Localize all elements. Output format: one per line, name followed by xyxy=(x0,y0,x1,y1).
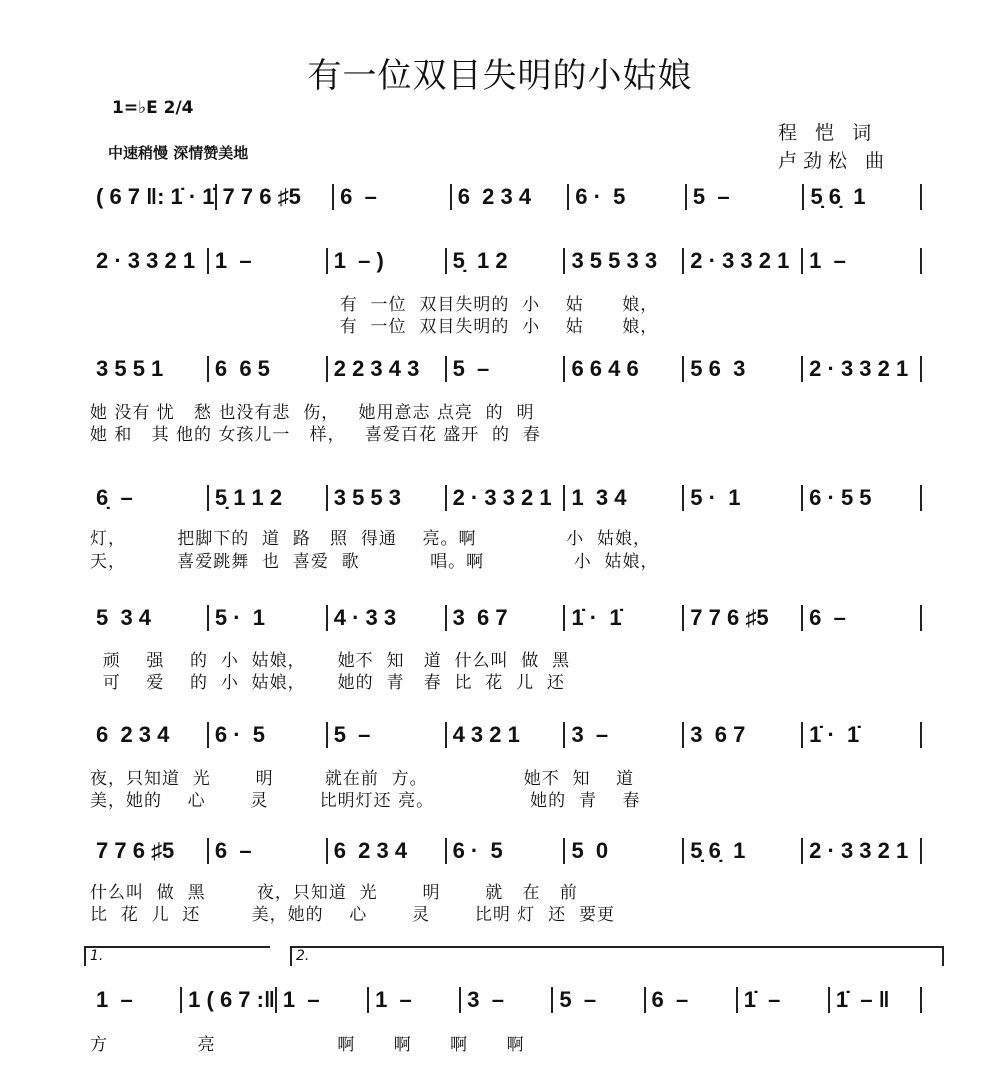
measure: 4 3 2 1 xyxy=(447,722,566,748)
measure: 5 – xyxy=(447,356,566,382)
measure: 1 ( 6 7 :‖ xyxy=(182,987,277,1013)
measure: 5̣ 6̣ 1 xyxy=(684,838,803,864)
measure: 1 3 4 xyxy=(565,485,684,511)
measure: 3 5 5 3 3 xyxy=(565,248,684,274)
notation-row xyxy=(90,836,922,866)
measure: 5 · 1 xyxy=(684,485,803,511)
measure: 1̇ · 1̇ xyxy=(565,605,684,631)
measure: 5̣ 1 2 xyxy=(447,248,566,274)
notation-row xyxy=(90,246,922,276)
composer-credit: 卢劲松 曲 xyxy=(778,150,891,172)
measure: 6 · 5 5 xyxy=(803,485,922,511)
measure: 2 · 3 3 2 1 xyxy=(684,248,803,274)
lyric-line: 比 花 儿 还 美，她的 心 灵 比明 灯 还 要更 xyxy=(90,905,615,925)
measure: 3 6 7 xyxy=(447,605,566,631)
measure: 6 2 3 4 xyxy=(90,722,209,748)
measure: 5 – xyxy=(328,722,447,748)
measure: 6 · 5 xyxy=(447,838,566,864)
measure: 1 – xyxy=(369,987,461,1013)
measure: 3 6 7 xyxy=(684,722,803,748)
measure: 7 7 6 ♯5 xyxy=(217,184,335,210)
measure: 5 3 4 xyxy=(90,605,209,631)
notation-row xyxy=(90,985,922,1015)
lyric-line: 顽 强 的 小 姑娘， 她不 知 道 什么叫 做 黑 xyxy=(90,651,571,671)
measure: 5 – xyxy=(687,184,805,210)
measure: 1 – xyxy=(803,248,922,274)
measure: 2 · 3 3 2 1 xyxy=(447,485,566,511)
measure: 6 6 4 6 xyxy=(565,356,684,382)
measure: 7 7 6 ♯5 xyxy=(684,605,803,631)
measure: 3 5 5 3 xyxy=(328,485,447,511)
lyric-line: 方 亮 啊 啊 啊 啊 xyxy=(90,1035,525,1055)
measure: 5 0 xyxy=(565,838,684,864)
lyric-line: 美，她的 心 灵 比明灯还 亮。 她的 青 春 xyxy=(90,791,641,811)
notation-row xyxy=(90,720,922,750)
measure: 2 · 3 3 2 1 xyxy=(803,838,922,864)
measure: 6 6 5 xyxy=(209,356,328,382)
measure: 6 – xyxy=(334,184,452,210)
notation-row xyxy=(90,483,922,513)
lyric-line: 她 和 其 他的 女孩儿一 样， 喜爱百花 盛开 的 春 xyxy=(90,425,541,445)
measure: 3 5 5 1 xyxy=(90,356,209,382)
measure: 6 2 3 4 xyxy=(328,838,447,864)
measure: 6̣ – xyxy=(90,485,209,511)
measure: 6 2 3 4 xyxy=(452,184,570,210)
measure: ( 6 7 ‖: 1̇ · 1̇ xyxy=(90,184,217,210)
lyric-line: 什么叫 做 黑 夜，只知道 光 明 就 在 前 xyxy=(90,883,578,903)
measure: 1̇ – ‖ xyxy=(830,987,922,1013)
measure: 5 – xyxy=(553,987,645,1013)
lyric-line: 天， 喜爱跳舞 也 喜爱 歌 唱。啊 小 姑娘， xyxy=(90,552,659,572)
measure: 4 · 3 3 xyxy=(328,605,447,631)
measure: 3 – xyxy=(461,987,553,1013)
measure: 6 – xyxy=(803,605,922,631)
measure: 1 – ) xyxy=(328,248,447,274)
measure: 6 · 5 xyxy=(569,184,687,210)
measure: 1̇ – xyxy=(738,987,830,1013)
measure: 2 2 3 4 3 xyxy=(328,356,447,382)
measure: 6 – xyxy=(209,838,328,864)
measure: 7 7 6 ♯5 xyxy=(90,838,209,864)
key-signature: 1=♭E 2/4 xyxy=(112,98,194,118)
measure: 5̣ 6̣ 1 xyxy=(804,184,922,210)
notation-row xyxy=(90,354,922,384)
lyric-line: 有 一位 双目失明的 小 姑 娘， xyxy=(90,317,659,337)
notation-row xyxy=(90,603,922,633)
volta-first-ending: 1. xyxy=(84,946,270,966)
measure: 1 – xyxy=(277,987,369,1013)
lyric-line: 有 一位 双目失明的 小 姑 娘， xyxy=(90,295,659,315)
tempo-marking: 中速稍慢 深情赞美地 xyxy=(108,144,249,162)
lyric-line: 灯， 把脚下的 道 路 照 得通 亮。啊 小 姑娘， xyxy=(90,529,651,549)
measure: 5 · 1 xyxy=(209,605,328,631)
lyricist-credit: 程 恺 词 xyxy=(778,122,878,144)
lyric-line: 夜，只知道 光 明 就在前 方。 她不 知 道 xyxy=(90,769,635,789)
measure: 1 – xyxy=(90,987,182,1013)
measure: 2 · 3 3 2 1 xyxy=(803,356,922,382)
lyric-line: 她 没有 忧 愁 也没有悲 伤， 她用意志 点亮 的 明 xyxy=(90,403,535,423)
measure: 5 6 3 xyxy=(684,356,803,382)
measure: 1 – xyxy=(209,248,328,274)
measure: 6 – xyxy=(646,987,738,1013)
measure: 3 – xyxy=(565,722,684,748)
volta-second-ending: 2. xyxy=(290,946,944,966)
measure: 2 · 3 3 2 1 xyxy=(90,248,209,274)
notation-row xyxy=(90,182,922,212)
measure: 1̇ · 1̇ xyxy=(803,722,922,748)
song-title: 有一位双目失明的小姑娘 xyxy=(307,56,693,96)
measure: 6 · 5 xyxy=(209,722,328,748)
lyric-line: 可 爱 的 小 姑娘， 她的 青 春 比 花 儿 还 xyxy=(90,673,565,693)
measure: 5̣ 1 1 2 xyxy=(209,485,328,511)
